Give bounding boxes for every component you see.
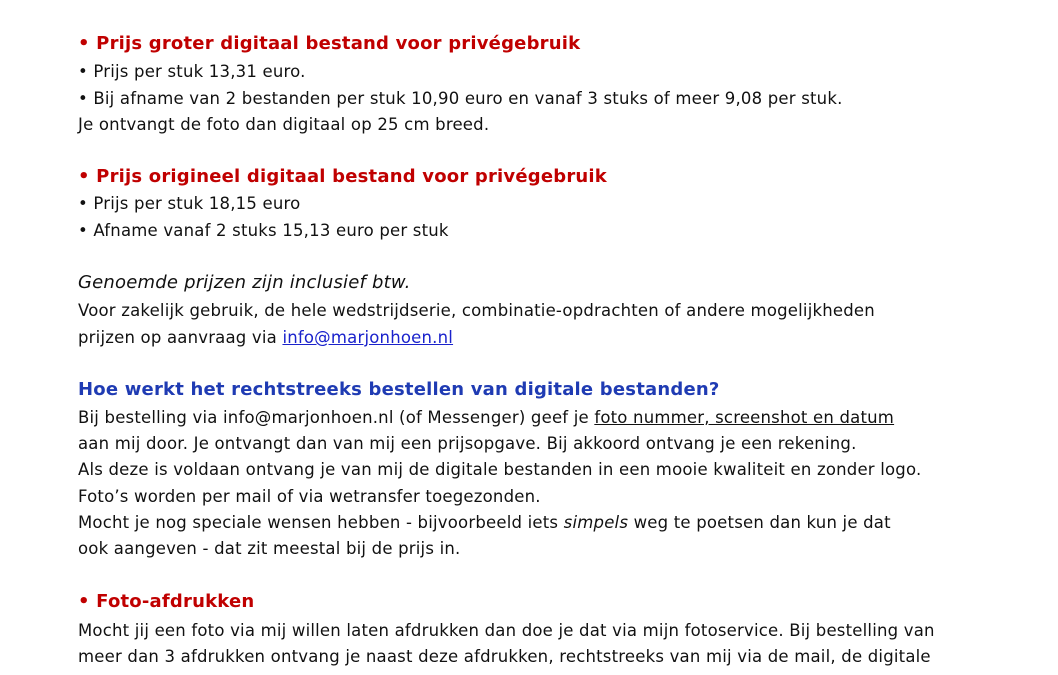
info-line: aan mij door. Je ontvangt dan van mij een prijsopgave. Bij akkoord ontvang je een rekening. <box>78 434 857 453</box>
info-line <box>78 327 453 349</box>
info-line: Mocht jij een foto via mij willen laten afdrukken dan doe je dat via mijn fotoservice. Bij bestelling van <box>78 621 935 640</box>
vat-note: Genoemde prijzen zijn inclusief btw. <box>78 272 411 293</box>
underlined-text: foto nummer, screenshot en datum <box>594 408 895 427</box>
price-line: • Prijs per stuk 18,15 euro <box>78 194 301 213</box>
info-text: Bij bestelling via info@marjonhoen.nl (of Messenger) geef je <box>78 408 595 427</box>
price-line: • Afname vanaf 2 stuks 15,13 euro per stuk <box>78 221 449 240</box>
price-line: • Prijs per stuk 13,31 euro. <box>78 62 306 81</box>
info-line <box>78 512 891 534</box>
info-text: Mocht je nog speciale wensen hebben - bijvoorbeeld iets <box>78 513 564 532</box>
info-line: meer dan 3 afdrukken ontvang je naast deze afdrukken, rechtstreeks van mij via de mail, de digitale <box>78 647 931 666</box>
info-line: ook aangeven - dat zit meestal bij de prijs in. <box>78 539 461 558</box>
section-heading-origineel-bestand: • Prijs origineel digitaal bestand voor privégebruik <box>78 166 607 187</box>
section-heading-bestellen: Hoe werkt het rechtstreeks bestellen van digitale bestanden? <box>78 379 720 400</box>
section-heading-groter-bestand: • Prijs groter digitaal bestand voor privégebruik <box>78 33 581 54</box>
info-line <box>78 407 894 429</box>
section-heading-afdrukken: • Foto-afdrukken <box>78 591 255 612</box>
info-line: Je ontvangt de foto dan digitaal op 25 cm breed. <box>78 115 490 134</box>
price-line: • Bij afname van 2 bestanden per stuk 10,90 euro en vanaf 3 stuks of meer 9,08 per stuk. <box>78 89 843 108</box>
info-line: Voor zakelijk gebruik, de hele wedstrijdserie, combinatie-opdrachten of andere mogelijkheden <box>78 301 875 320</box>
email-link[interactable]: info@marjonhoen.nl <box>282 328 454 347</box>
info-line: Als deze is voldaan ontvang je van mij de digitale bestanden in een mooie kwaliteit en zonder logo. <box>78 460 922 479</box>
info-line: Foto’s worden per mail of via wetransfer toegezonden. <box>78 487 541 506</box>
info-text: weg te poetsen dan kun je dat <box>628 513 891 532</box>
italic-text: simpels <box>563 513 629 532</box>
info-text: prijzen op aanvraag via <box>78 328 283 347</box>
